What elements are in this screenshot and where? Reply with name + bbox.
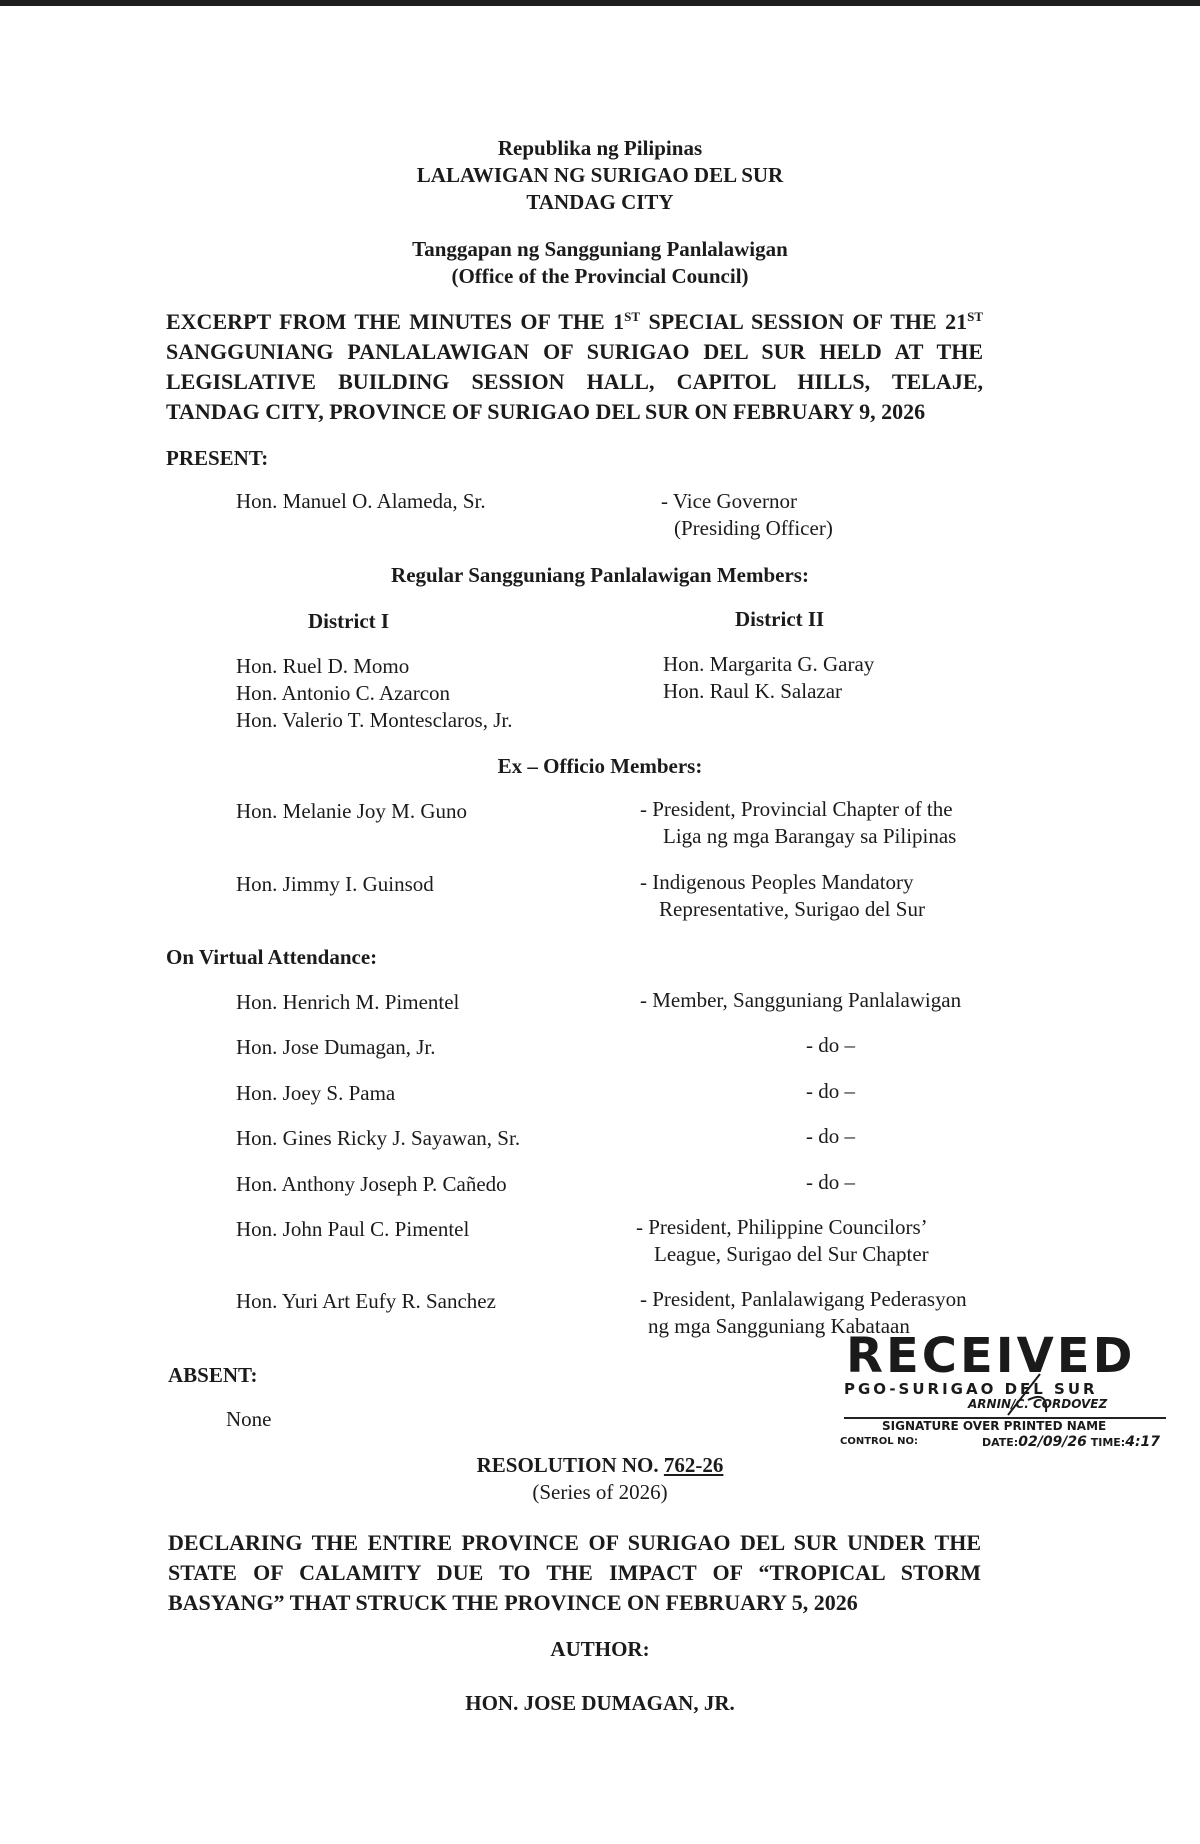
virtual-member-role: - do – — [806, 1124, 855, 1148]
excerpt-line-3: LEGISLATIVE BUILDING SESSION HALL, CAPITOL HILLS, TELAJE, — [166, 369, 983, 394]
virtual-member-role: League, Surigao del Sur Chapter — [654, 1242, 929, 1266]
district-2-member: Hon. Margarita G. Garay — [663, 652, 875, 676]
author-heading: AUTHOR: — [550, 1637, 650, 1661]
resolution-title-line-3: BASYANG” THAT STRUCK THE PROVINCE ON FEBRUARY 5, 2026 — [168, 1590, 858, 1615]
district-1-member: Hon. Antonio C. Azarcon — [236, 681, 451, 705]
excerpt-line-4: TANDAG CITY, PROVINCE OF SURIGAO DEL SUR ON FEBRUARY 9, 2026 — [166, 399, 926, 424]
city-heading: TANDAG CITY — [526, 190, 674, 214]
virtual-member-name: Hon. Gines Ricky J. Sayawan, Sr. — [236, 1126, 521, 1150]
district-1-member: Hon. Valerio T. Montesclaros, Jr. — [236, 708, 513, 732]
virtual-member-name: Hon. Joey S. Pama — [236, 1081, 396, 1105]
resolution-title-line-1: DECLARING THE ENTIRE PROVINCE OF SURIGAO DEL SUR UNDER THE — [168, 1530, 981, 1555]
republic-heading: Republika ng Pilipinas — [497, 136, 703, 160]
ex-officio-member-role: Representative, Surigao del Sur — [659, 897, 925, 921]
virtual-member-name: Hon. Jose Dumagan, Jr. — [236, 1035, 436, 1059]
virtual-member-name: Hon. Anthony Joseph P. Cañedo — [236, 1172, 507, 1196]
stamp-title: RECEIVED — [846, 1328, 1136, 1384]
resolution-title-line-2: STATE OF CALAMITY DUE TO THE IMPACT OF “TROPICAL STORM — [168, 1560, 981, 1585]
stamp-date-time: DATE:02/09/26 TIME:4:17 — [982, 1434, 1161, 1450]
province-heading: LALAWIGAN NG SURIGAO DEL SUR — [416, 163, 784, 187]
ex-officio-member-name: Hon. Melanie Joy M. Guno — [236, 799, 467, 823]
office-english-heading: (Office of the Provincial Council) — [451, 264, 749, 288]
ex-officio-member-role: Liga ng mga Barangay sa Pilipinas — [663, 824, 957, 848]
present-heading: PRESENT: — [166, 446, 269, 470]
district-1-heading: District I — [308, 609, 390, 633]
district-2-member: Hon. Raul K. Salazar — [663, 679, 843, 703]
excerpt-line-2: SANGGUNIANG PANLALAWIGAN OF SURIGAO DEL SUR HELD AT THE — [166, 339, 983, 364]
virtual-member-role: - President, Philippine Councilors’ — [636, 1215, 928, 1239]
virtual-member-name: Hon. Yuri Art Eufy R. Sanchez — [236, 1289, 496, 1313]
stamp-office: PGO-SURIGAO DEL SUR — [844, 1380, 1098, 1398]
presiding-officer-role-note: (Presiding Officer) — [674, 516, 833, 540]
virtual-member-name: Hon. Henrich M. Pimentel — [236, 990, 460, 1014]
ex-officio-member-name: Hon. Jimmy I. Guinsod — [236, 872, 434, 896]
district-1-member: Hon. Ruel D. Momo — [236, 654, 410, 678]
ex-officio-member-role: - President, Provincial Chapter of the — [640, 797, 953, 821]
virtual-member-name: Hon. John Paul C. Pimentel — [236, 1217, 470, 1241]
presiding-officer-role: - Vice Governor — [661, 489, 797, 513]
stamp-control-label: CONTROL NO: — [840, 1436, 918, 1447]
office-heading: Tanggapan ng Sangguniang Panlalawigan — [412, 237, 788, 261]
received-stamp — [838, 1330, 1168, 1460]
district-2-heading: District II — [735, 607, 825, 631]
resolution-series: (Series of 2026) — [532, 1480, 668, 1504]
regular-members-heading: Regular Sangguniang Panlalawigan Members: — [391, 563, 809, 587]
ex-officio-member-role: - Indigenous Peoples Mandatory — [640, 870, 914, 894]
author-name: HON. JOSE DUMAGAN, JR. — [465, 1691, 735, 1715]
absent-value: None — [226, 1407, 272, 1431]
virtual-member-role: - do – — [806, 1170, 855, 1194]
resolution-number: RESOLUTION NO. 762-26 — [476, 1453, 724, 1477]
virtual-attendance-heading: On Virtual Attendance: — [166, 945, 378, 969]
absent-heading: ABSENT: — [168, 1363, 258, 1387]
presiding-officer-name: Hon. Manuel O. Alameda, Sr. — [236, 489, 486, 513]
virtual-member-role: - Member, Sangguniang Panlalawigan — [640, 988, 962, 1012]
signature-scribble-icon — [988, 1370, 1068, 1420]
stamp-signature-label: SIGNATURE OVER PRINTED NAME — [882, 1419, 1107, 1433]
virtual-member-role: - do – — [806, 1079, 855, 1103]
stamp-signer: ARNIN/C. CORDOVEZ — [968, 1397, 1108, 1411]
ex-officio-heading: Ex – Officio Members: — [497, 754, 703, 778]
virtual-member-role: - President, Panlalawigang Pederasyon — [640, 1287, 967, 1311]
excerpt-line-1: EXCERPT FROM THE MINUTES OF THE 1ST SPECIAL SESSION OF THE 21ST — [166, 309, 983, 334]
virtual-member-role: ng mga Sangguniang Kabataan — [648, 1314, 910, 1338]
virtual-member-role: - do – — [806, 1033, 855, 1057]
